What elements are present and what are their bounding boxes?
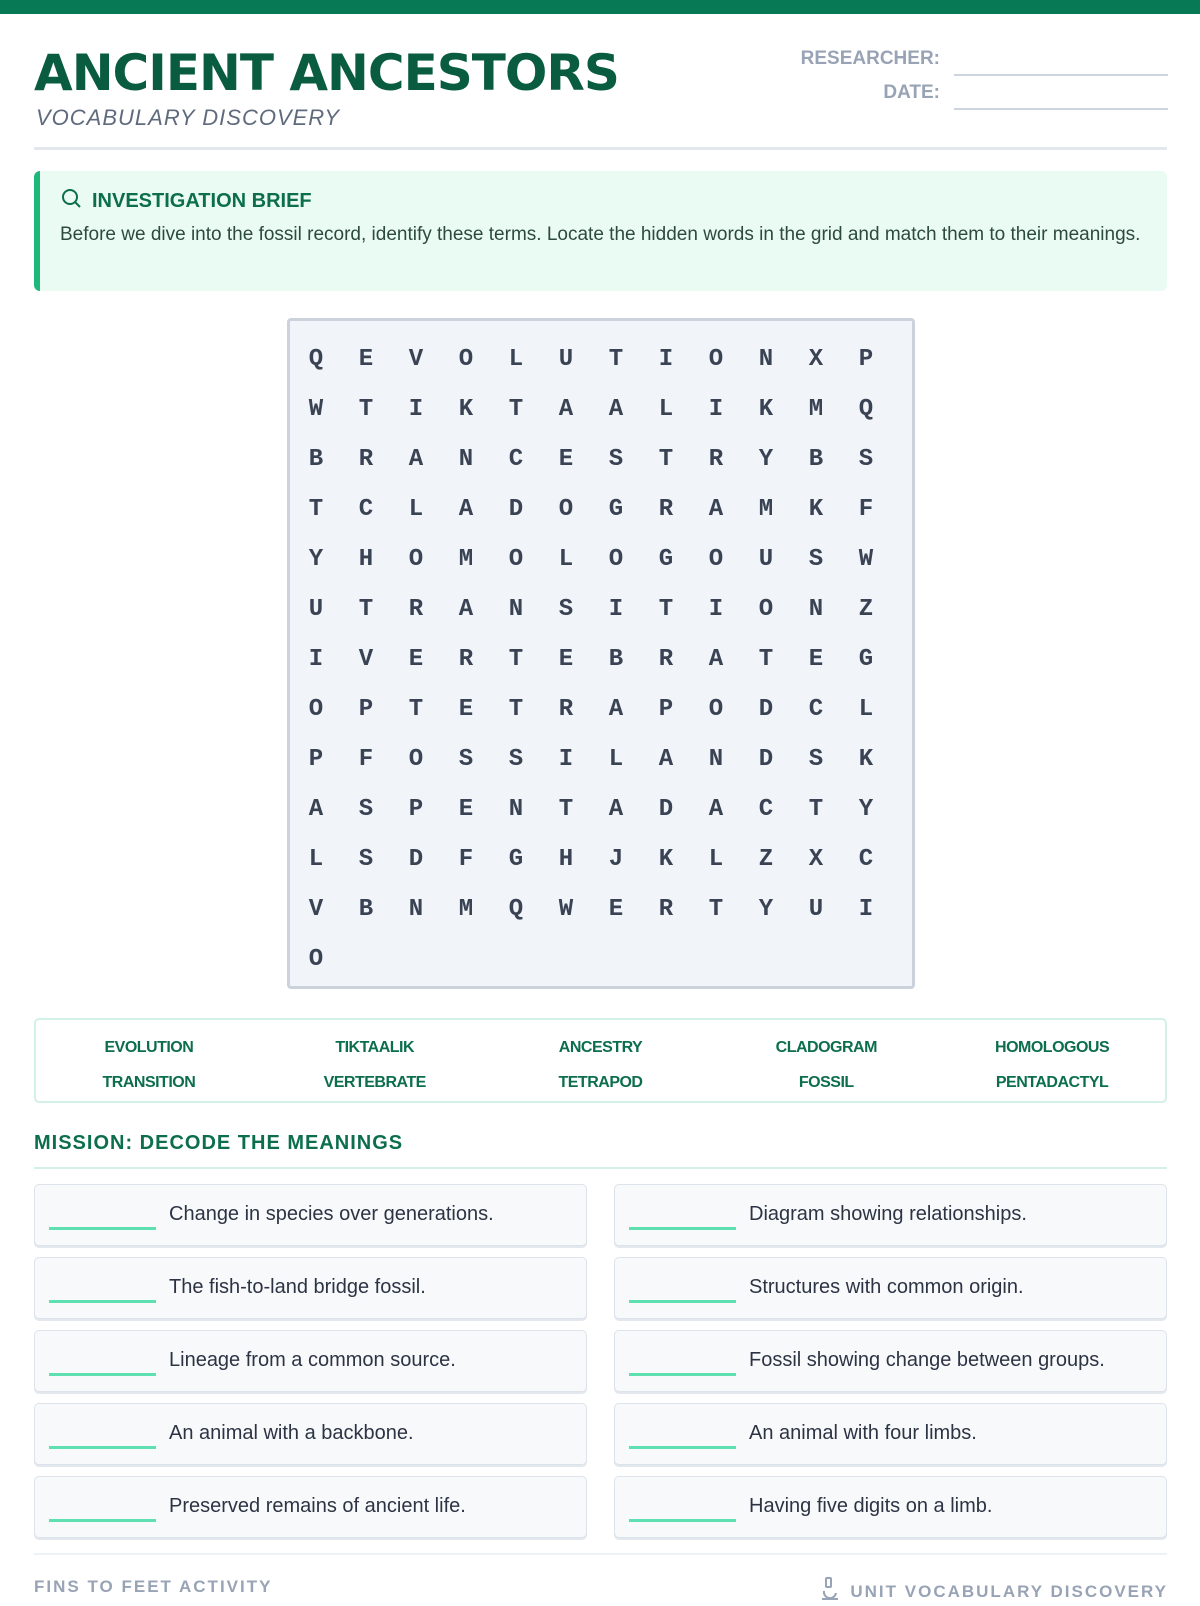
grid-letter[interactable]: F (358, 746, 374, 773)
grid-letter[interactable]: A (708, 496, 724, 523)
answer-blank[interactable] (629, 1300, 736, 1303)
grid-letter[interactable]: E (558, 646, 574, 673)
answer-blank[interactable] (629, 1446, 736, 1449)
grid-letter[interactable]: R (408, 596, 424, 623)
grid-letter[interactable]: S (808, 546, 824, 573)
grid-letter[interactable]: O (408, 746, 424, 773)
grid-letter[interactable]: Y (758, 896, 774, 923)
grid-letter[interactable]: J (608, 846, 624, 873)
grid-letter[interactable]: N (808, 596, 824, 623)
definition-text: Structures with common origin. (749, 1276, 1024, 1298)
grid-letter[interactable]: R (658, 896, 674, 923)
top-bar (0, 0, 1200, 14)
word-bank (34, 1018, 1167, 1103)
grid-letter[interactable]: T (508, 696, 524, 723)
grid-letter[interactable]: T (808, 796, 824, 823)
word-bank-item: CLADOGRAM (775, 1039, 877, 1056)
brief-title: INVESTIGATION BRIEF (92, 189, 312, 212)
grid-letter[interactable]: S (458, 746, 474, 773)
definition-text: Preserved remains of ancient life. (169, 1495, 466, 1517)
grid-letter[interactable]: S (508, 746, 524, 773)
mission-divider (34, 1167, 1167, 1169)
grid-letter[interactable]: H (558, 846, 574, 873)
word-bank-item: FOSSIL (798, 1073, 854, 1091)
brief-text: Before we dive into the fossil record, identify these terms. Locate the hidden words in the grid and match them to their meanings. (60, 224, 1141, 245)
grid-letter[interactable]: B (358, 896, 374, 923)
definition-card (614, 1403, 1167, 1465)
footer-divider (34, 1553, 1167, 1555)
grid-letter[interactable]: K (658, 846, 674, 873)
grid-letter[interactable]: I (408, 396, 424, 423)
grid-letter[interactable]: E (458, 696, 474, 723)
grid-letter[interactable]: T (508, 646, 524, 673)
grid-letter[interactable]: A (458, 596, 474, 623)
grid-letter[interactable]: L (608, 746, 624, 773)
definition-card (34, 1257, 587, 1319)
grid-letter[interactable]: O (558, 496, 574, 523)
footer-right (820, 1577, 1168, 1606)
grid-letter[interactable]: I (858, 896, 874, 923)
grid-letter[interactable]: R (708, 446, 724, 473)
word-bank-item: TRANSITION (102, 1073, 196, 1091)
grid-letter[interactable]: T (658, 596, 674, 623)
grid-letter[interactable]: N (708, 746, 724, 773)
grid-letter[interactable]: A (408, 446, 424, 473)
grid-letter[interactable]: W (858, 546, 874, 573)
word-bank-item: ANCESTRY (558, 1039, 643, 1056)
investigation-brief (34, 171, 1167, 291)
grid-letter[interactable]: A (708, 796, 724, 823)
page-title: ANCIENT ANCESTORS (34, 44, 619, 102)
grid-letter[interactable]: S (358, 796, 374, 823)
grid-letter[interactable]: Y (758, 446, 774, 473)
grid-letter[interactable]: I (658, 346, 674, 373)
researcher-field[interactable] (801, 48, 1168, 70)
footer-right-label: UNIT VOCABULARY DISCOVERY (850, 1581, 1168, 1601)
grid-letter[interactable]: O (708, 346, 724, 373)
grid-letter[interactable]: W (308, 396, 324, 423)
grid-letter[interactable]: O (708, 546, 724, 573)
researcher-label: RESEARCHER: (800, 48, 940, 69)
grid-letter[interactable]: D (658, 796, 674, 823)
answer-blank[interactable] (629, 1227, 736, 1230)
grid-letter[interactable]: I (608, 596, 624, 623)
grid-letter[interactable]: N (508, 796, 524, 823)
grid-letter[interactable]: P (308, 746, 324, 773)
grid-letter[interactable]: V (358, 646, 374, 673)
grid-letter[interactable]: I (308, 646, 324, 673)
grid-letter[interactable]: T (608, 346, 624, 373)
date-field[interactable] (883, 82, 1168, 104)
grid-letter[interactable]: L (658, 396, 674, 423)
grid-letter[interactable]: O (308, 946, 324, 973)
definition-text: Change in species over generations. (169, 1203, 494, 1225)
researcher-line[interactable] (954, 74, 1168, 76)
grid-letter[interactable]: A (608, 696, 624, 723)
grid-letter[interactable]: D (758, 696, 774, 723)
footer-left: FINS TO FEET ACTIVITY (34, 1577, 273, 1596)
grid-letter[interactable]: B (608, 646, 624, 673)
grid-letter[interactable]: N (758, 346, 774, 373)
grid-letter[interactable]: Y (308, 546, 324, 573)
grid-letter[interactable]: F (458, 846, 474, 873)
definition-text: Fossil showing change between groups. (749, 1349, 1105, 1371)
answer-blank[interactable] (49, 1227, 156, 1230)
grid-letter[interactable]: E (358, 346, 374, 373)
grid-letter[interactable]: K (808, 496, 824, 523)
grid-letter[interactable]: O (708, 696, 724, 723)
grid-letter[interactable]: O (458, 346, 474, 373)
grid-letter[interactable]: V (408, 346, 424, 373)
grid-letter[interactable]: G (858, 646, 874, 673)
grid-letter[interactable]: E (458, 796, 474, 823)
grid-letter[interactable]: M (458, 546, 474, 573)
grid-letter[interactable]: L (508, 346, 524, 373)
grid-letter[interactable]: U (558, 346, 574, 373)
grid-letter[interactable]: D (508, 496, 524, 523)
grid-letter[interactable]: S (358, 846, 374, 873)
grid-letter[interactable]: F (858, 496, 874, 523)
grid-letter[interactable]: A (608, 796, 624, 823)
grid-letter[interactable]: X (808, 346, 824, 373)
grid-letter[interactable]: Q (508, 896, 524, 923)
answer-blank[interactable] (629, 1373, 736, 1376)
grid-letter[interactable]: S (858, 446, 874, 473)
grid-letter[interactable]: K (458, 396, 474, 423)
word-bank-item: TIKTAALIK (335, 1039, 415, 1056)
grid-letter[interactable]: T (358, 396, 374, 423)
grid-letter[interactable]: K (858, 746, 874, 773)
grid-letter[interactable]: L (708, 846, 724, 873)
grid-letter[interactable]: R (458, 646, 474, 673)
definition-text: An animal with four limbs. (749, 1422, 977, 1444)
answer-blank[interactable] (629, 1519, 736, 1522)
mission-title: MISSION: DECODE THE MEANINGS (34, 1132, 404, 1154)
grid-letter[interactable]: O (758, 596, 774, 623)
grid-letter[interactable]: Q (858, 396, 874, 423)
definition-text: Diagram showing relationships. (749, 1203, 1027, 1225)
grid-letter[interactable]: I (558, 746, 574, 773)
grid-letter[interactable]: T (508, 396, 524, 423)
grid-letter[interactable]: T (408, 696, 424, 723)
word-bank-item: TETRAPOD (558, 1073, 643, 1091)
grid-letter[interactable]: H (358, 546, 374, 573)
grid-letter[interactable]: E (808, 646, 824, 673)
divider (34, 147, 1167, 150)
date-label: DATE: (883, 82, 940, 103)
grid-letter[interactable]: S (608, 446, 624, 473)
answer-blank[interactable] (49, 1519, 156, 1522)
grid-letter[interactable]: T (308, 496, 324, 523)
definition-card (34, 1476, 587, 1538)
grid-letter[interactable]: A (658, 746, 674, 773)
grid-letter[interactable]: N (408, 896, 424, 923)
grid-letter[interactable]: C (858, 846, 874, 873)
date-line[interactable] (954, 108, 1168, 110)
grid-letter[interactable]: I (708, 396, 724, 423)
grid-letter[interactable]: K (758, 396, 774, 423)
grid-letter[interactable]: A (608, 396, 624, 423)
grid-letter[interactable]: P (408, 796, 424, 823)
grid-letter[interactable]: T (558, 796, 574, 823)
grid-letter[interactable]: W (558, 896, 574, 923)
grid-letter[interactable]: C (358, 496, 374, 523)
grid-letter[interactable]: L (408, 496, 424, 523)
grid-letter[interactable]: M (458, 896, 474, 923)
grid-letter[interactable]: C (808, 696, 824, 723)
grid-letter[interactable]: R (558, 696, 574, 723)
grid-letter[interactable]: E (608, 896, 624, 923)
word-search-grid (287, 318, 915, 989)
grid-letter[interactable]: D (758, 746, 774, 773)
definition-text: Having five digits on a limb. (749, 1495, 993, 1517)
answer-blank[interactable] (49, 1373, 156, 1376)
grid-letter[interactable]: I (708, 596, 724, 623)
grid-letter[interactable]: Q (308, 346, 324, 373)
grid-letter[interactable]: A (458, 496, 474, 523)
grid-letter[interactable]: V (308, 896, 324, 923)
definition-text: The fish-to-land bridge fossil. (169, 1276, 426, 1298)
grid-letter[interactable]: X (808, 846, 824, 873)
grid-letter[interactable]: N (508, 596, 524, 623)
word-bank-item: HOMOLOGOUS (995, 1039, 1110, 1056)
grid-letter[interactable]: R (658, 496, 674, 523)
grid-letter[interactable]: B (808, 446, 824, 473)
grid-letter[interactable]: O (408, 546, 424, 573)
word-bank-item: EVOLUTION (104, 1039, 194, 1056)
grid-letter[interactable]: U (758, 546, 774, 573)
definition-text: An animal with a backbone. (169, 1422, 414, 1444)
grid-letter[interactable]: N (458, 446, 474, 473)
grid-letter[interactable]: L (858, 696, 874, 723)
grid-letter[interactable]: A (558, 396, 574, 423)
grid-letter[interactable]: D (408, 846, 424, 873)
grid-letter[interactable]: C (508, 446, 524, 473)
definition-card (34, 1184, 587, 1246)
definition-card (34, 1330, 587, 1392)
grid-letter[interactable]: R (358, 446, 374, 473)
grid-letter[interactable]: O (308, 696, 324, 723)
grid-letter[interactable]: S (558, 596, 574, 623)
grid-letter[interactable]: A (308, 796, 324, 823)
grid-letter[interactable]: Z (858, 596, 874, 623)
grid-letter[interactable]: O (508, 546, 524, 573)
grid-letter[interactable]: T (708, 896, 724, 923)
grid-letter[interactable]: P (358, 696, 374, 723)
grid-letter[interactable]: Z (758, 846, 774, 873)
definition-card (614, 1184, 1167, 1246)
answer-blank[interactable] (49, 1300, 156, 1303)
microscope-icon (820, 1577, 840, 1606)
definition-text: Lineage from a common source. (169, 1349, 456, 1371)
grid-letter[interactable]: A (708, 646, 724, 673)
grid-letter[interactable]: S (808, 746, 824, 773)
search-icon (60, 187, 82, 215)
grid-letter[interactable]: T (358, 596, 374, 623)
grid-letter[interactable]: M (808, 396, 824, 423)
grid-letter[interactable]: C (758, 796, 774, 823)
grid-letter[interactable]: L (558, 546, 574, 573)
grid-letter[interactable]: Y (858, 796, 874, 823)
grid-letter[interactable]: E (558, 446, 574, 473)
page-subtitle: VOCABULARY DISCOVERY (36, 105, 341, 130)
grid-letter[interactable]: B (308, 446, 324, 473)
grid-letter[interactable]: U (308, 596, 324, 623)
grid-letter[interactable]: P (858, 346, 874, 373)
grid-letter[interactable]: O (608, 546, 624, 573)
grid-letter[interactable]: T (658, 446, 674, 473)
definition-card (614, 1257, 1167, 1319)
grid-letter[interactable]: P (658, 696, 674, 723)
word-bank-item: PENTADACTYL (995, 1073, 1109, 1091)
grid-letter[interactable]: G (508, 846, 524, 873)
grid-letter[interactable]: U (808, 896, 824, 923)
word-bank-item: VERTEBRATE (323, 1073, 426, 1091)
grid-letter[interactable]: E (408, 646, 424, 673)
definition-card (34, 1403, 587, 1465)
grid-letter[interactable]: G (658, 546, 674, 573)
grid-letter[interactable]: L (308, 846, 324, 873)
grid-letter[interactable]: R (658, 646, 674, 673)
definition-card (614, 1330, 1167, 1392)
definition-card (614, 1476, 1167, 1538)
grid-letter[interactable]: G (608, 496, 624, 523)
grid-letter[interactable]: M (758, 496, 774, 523)
answer-blank[interactable] (49, 1446, 156, 1449)
grid-letter[interactable]: T (758, 646, 774, 673)
